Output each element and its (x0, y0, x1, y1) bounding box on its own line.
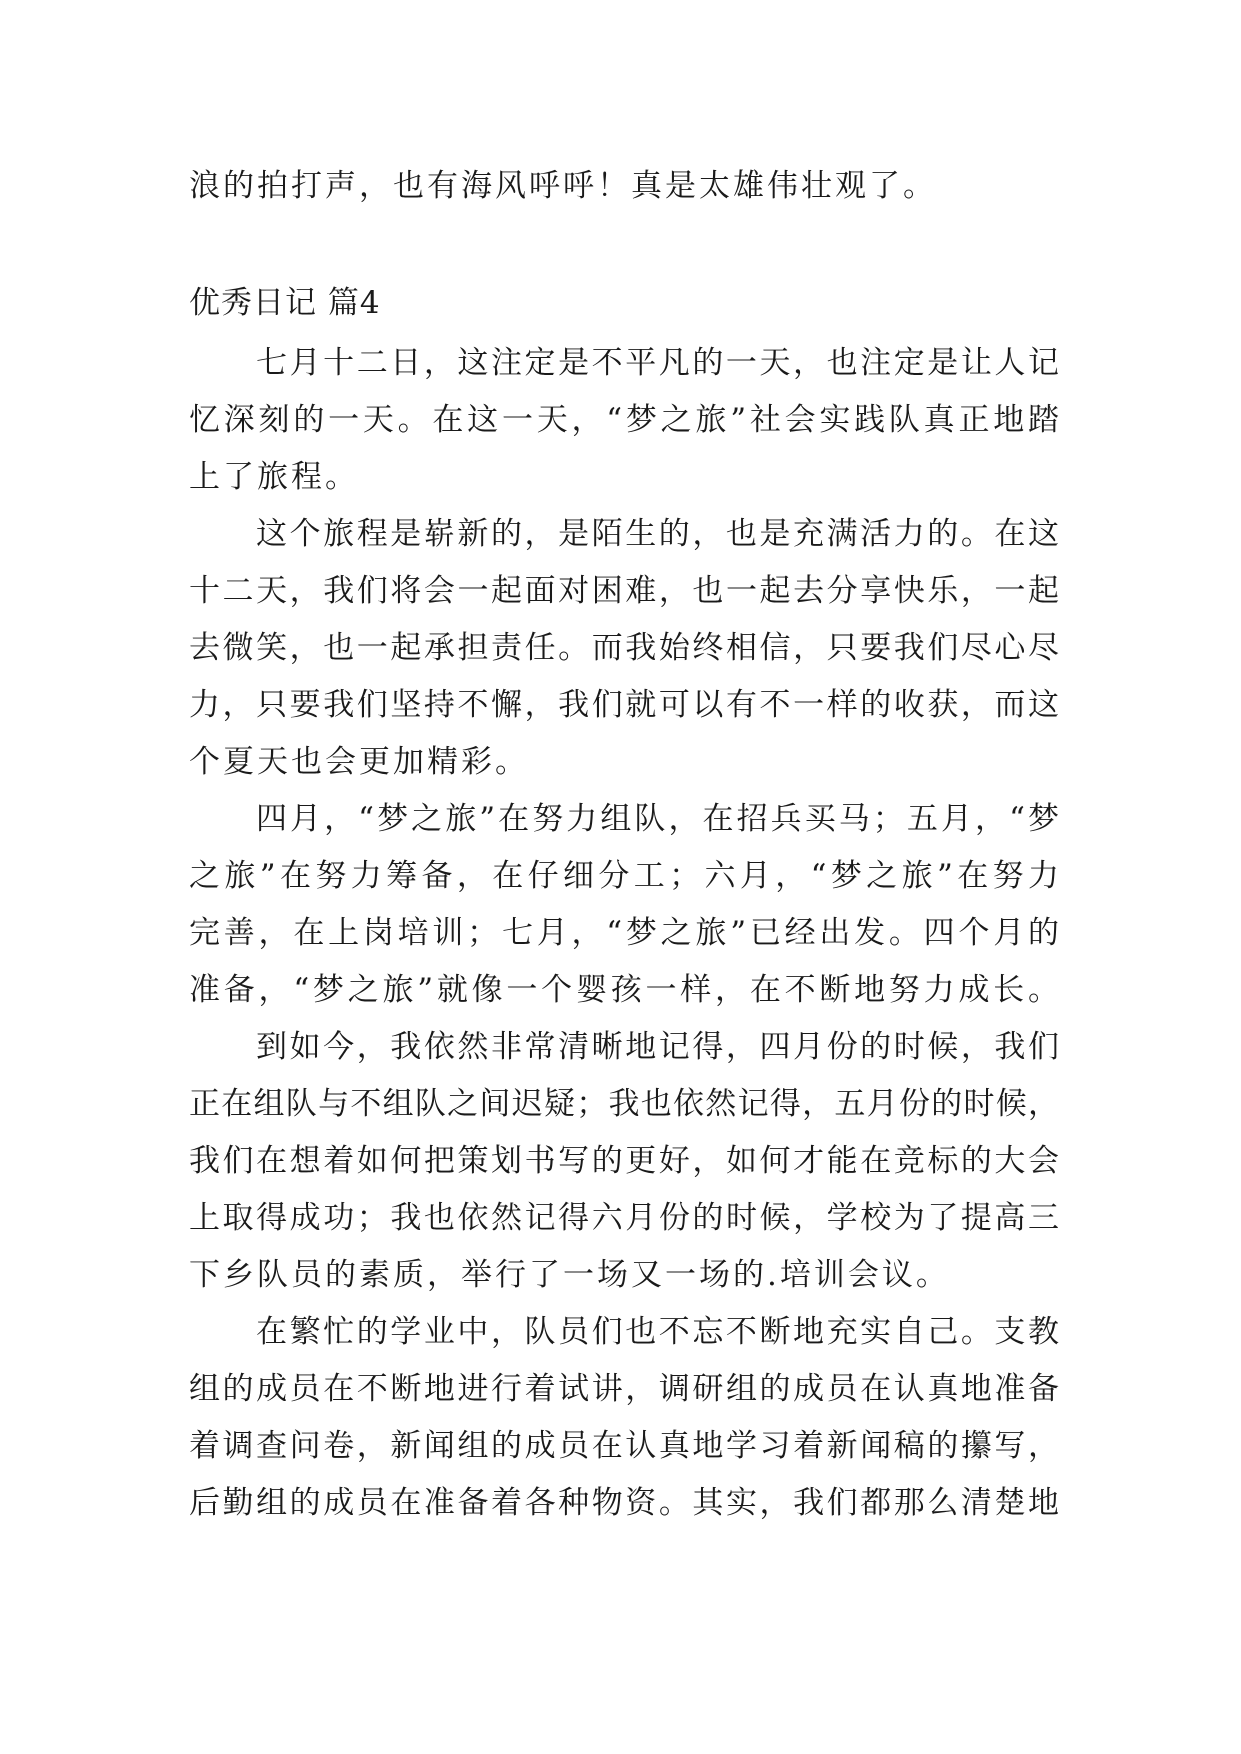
text-line: 到如今，我依然非常清晰地记得，四月份的时候，我们 (256, 1029, 1059, 1065)
text-line: 正在组队与不组队之间迟疑；我也依然记得，五月份的时候， (189, 1086, 1059, 1122)
text-line: 组的成员在不断地进行着试讲，调研组的成员在认真地准备 (189, 1371, 1059, 1407)
text-line: 准备，“梦之旅”就像一个婴孩一样，在不断地努力成长。 (189, 972, 1059, 1008)
text-line: 后勤组的成员在准备着各种物资。其实，我们都那么清楚地 (189, 1485, 1059, 1521)
text-line: 着调查问卷，新闻组的成员在认真地学习着新闻稿的攥写， (189, 1428, 1059, 1464)
text-line: 上了旅程。 (189, 459, 359, 495)
text-line: 十二天，我们将会一起面对困难，也一起去分享快乐，一起 (189, 573, 1059, 609)
text-line: 之旅”在努力筹备，在仔细分工；六月，“梦之旅”在努力 (189, 858, 1059, 894)
text-line: 个夏天也会更加精彩。 (189, 744, 529, 780)
text-line: 上取得成功；我也依然记得六月份的时候，学校为了提高三 (189, 1200, 1059, 1236)
text-line: 在繁忙的学业中，队员们也不忘不断地充实自己。支教 (256, 1314, 1059, 1350)
text-line: 完善，在上岗培训；七月，“梦之旅”已经出发。四个月的 (189, 915, 1059, 951)
text-line: 浪的拍打声，也有海风呼呼！真是太雄伟壮观了。 (189, 168, 937, 204)
text-line: 忆深刻的一天。在这一天，“梦之旅”社会实践队真正地踏 (189, 402, 1059, 438)
text-line: 七月十二日，这注定是不平凡的一天，也注定是让人记 (256, 345, 1059, 381)
section-heading: 优秀日记 篇4 (189, 285, 381, 321)
text-line: 我们在想着如何把策划书写的更好，如何才能在竞标的大会 (189, 1143, 1059, 1179)
text-line: 去微笑，也一起承担责任。而我始终相信，只要我们尽心尽 (189, 630, 1059, 666)
text-line: 力，只要我们坚持不懈，我们就可以有不一样的收获，而这 (189, 687, 1059, 723)
text-line: 下乡队员的素质，举行了一场又一场的.培训会议。 (189, 1257, 950, 1293)
text-line: 这个旅程是崭新的，是陌生的，也是充满活力的。在这 (256, 516, 1059, 552)
text-line: 四月，“梦之旅”在努力组队，在招兵买马；五月，“梦 (256, 801, 1059, 837)
